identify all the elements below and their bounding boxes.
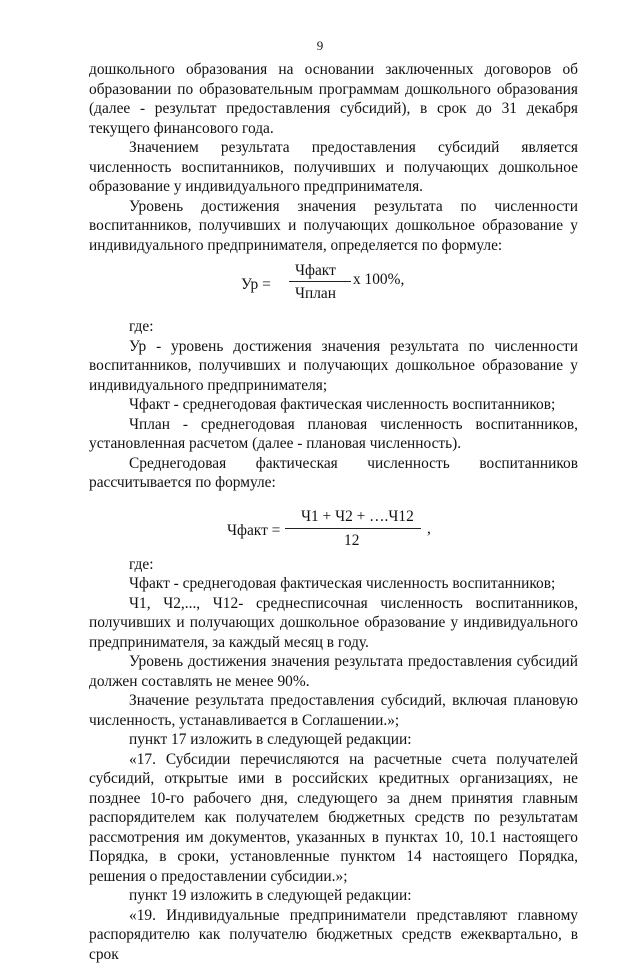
where-label: где: bbox=[89, 317, 578, 337]
where-label: где: bbox=[89, 555, 578, 575]
definition: Ур - уровень достижения значения результата по численности воспитанников, получивших и получающих дошкольное образование у индивидуального предпринимателя; bbox=[89, 337, 578, 396]
definition: Ч1, Ч2,..., Ч12- среднесписочная численность воспитанников, получивших и получающих дошкольное образование у индивидуального предпринимателя, за каждый месяц в году. bbox=[89, 594, 578, 653]
document-body bbox=[89, 60, 578, 964]
fraction-line bbox=[289, 281, 351, 282]
formula-denominator: 12 bbox=[344, 531, 359, 551]
paragraph: дошкольного образования на основании заключенных договоров об образовании по образовательным программам дошкольного образования (далее - результат предоставления субсидий), в срок до 31 декабря текущего финансового года. bbox=[89, 60, 578, 138]
paragraph: «19. Индивидуальные предприниматели представляют главному распорядителю как получателю бюджетных средств ежеквартально, в срок bbox=[89, 906, 578, 964]
formula-multiplier: x 100%, bbox=[353, 270, 404, 290]
formula-lhs: Ур = bbox=[241, 275, 271, 295]
page-number: 9 bbox=[0, 36, 640, 56]
paragraph: Значением результата предоставления субсидий является численность воспитанников, получивших и получающих дошкольное образование у индивидуального предпринимателя. bbox=[89, 138, 578, 197]
paragraph: «17. Субсидии перечисляются на расчетные счета получателей субсидий, открытые ими в российских кредитных организациях, не позднее 10-го рабочего дня, следующего за днем принятия главным распорядителем как получателем бюджетных средств по результатам рассмотрения им документов, указанных в пунктах 10, 10.1 настоящего Порядка, в сроки, установленные пунктом 14 настоящего Порядка, решения о предоставлении субсидии.»; bbox=[89, 750, 578, 887]
definition: Чплан - среднегодовая плановая численность воспитанников, установленная расчетом (далее - плановая численность). bbox=[89, 415, 578, 454]
paragraph: пункт 19 изложить в следующей редакции: bbox=[89, 886, 578, 906]
paragraph: пункт 17 изложить в следующей редакции: bbox=[89, 730, 578, 750]
paragraph: Уровень достижения значения результата по численности воспитанников, получивших и получающих дошкольное образование у индивидуального предпринимателя, определяется по формуле: bbox=[89, 197, 578, 256]
formula-lhs: Чфакт = bbox=[227, 521, 280, 541]
formula-numerator: Ч1 + Ч2 + ….Ч12 bbox=[301, 507, 414, 527]
formula-denominator: Чплан bbox=[295, 284, 336, 304]
formula-numerator: Чфакт bbox=[295, 261, 336, 281]
paragraph: Значение результата предоставления субсидий, включая плановую численность, устанавливается в Соглашении.»; bbox=[89, 691, 578, 730]
formula-trail: , bbox=[427, 519, 431, 539]
paragraph: Среднегодовая фактическая численность воспитанников рассчитывается по формуле: bbox=[89, 454, 578, 493]
formula-result-level bbox=[89, 255, 578, 313]
definition: Чфакт - среднегодовая фактическая численность воспитанников; bbox=[89, 395, 578, 415]
definition: Чфакт - среднегодовая фактическая численность воспитанников; bbox=[89, 574, 578, 594]
paragraph: Уровень достижения значения результата предоставления субсидий должен составлять не менее 90%. bbox=[89, 652, 578, 691]
fraction-line bbox=[285, 528, 421, 529]
formula-average-count bbox=[89, 493, 578, 551]
